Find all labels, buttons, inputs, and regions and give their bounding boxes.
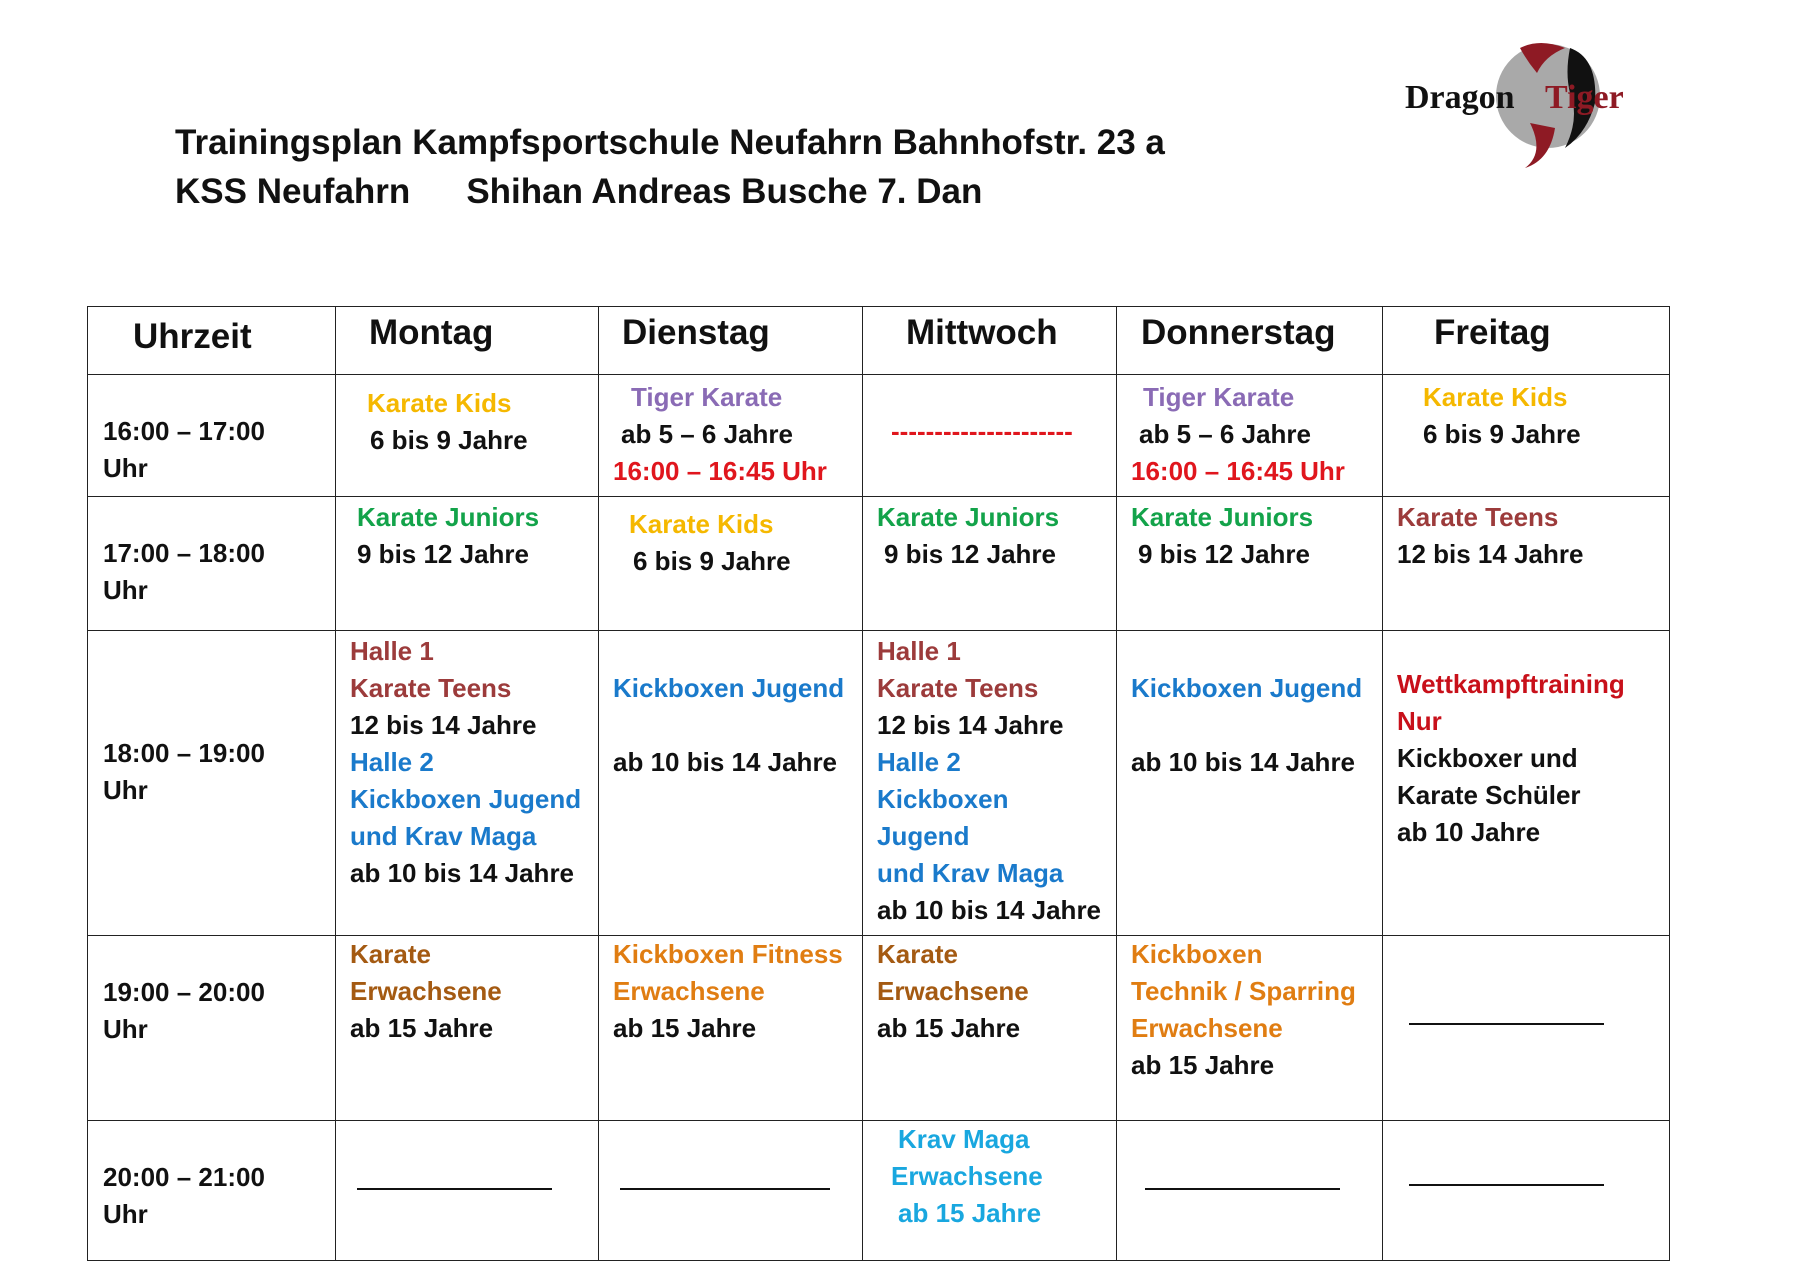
class-cell: Kickboxen Jugend ab 10 bis 14 Jahre xyxy=(1117,631,1383,936)
class-cell: Karate Juniors 9 bis 12 Jahre xyxy=(1117,497,1383,631)
class-cell xyxy=(599,1121,863,1261)
time-cell: 16:00 – 17:00 Uhr xyxy=(88,375,336,497)
table-row xyxy=(88,1121,1670,1261)
school-name: KSS Neufahrn xyxy=(175,172,411,211)
class-cell: Karate Kids 6 bis 9 Jahre xyxy=(599,497,863,631)
time-cell: 20:00 – 21:00 Uhr xyxy=(88,1121,336,1261)
class-cell: Karate Erwachsene ab 15 Jahre xyxy=(336,936,599,1121)
header-tuesday: Dienstag xyxy=(599,307,863,375)
class-cell xyxy=(1117,1121,1383,1261)
empty-slot-line xyxy=(1145,1168,1340,1190)
title-line-1: Trainingsplan Kampfsportschule Neufahrn Bahnhofstr. 23 a xyxy=(175,123,1165,162)
class-cell: --------------------- xyxy=(863,375,1117,497)
class-cell: Halle 1 Karate Teens 12 bis 14 Jahre Halle 2 Kickboxen Jugend und Krav Maga ab 10 bis 14 Jahre xyxy=(863,631,1117,936)
empty-slot-line xyxy=(1409,1164,1604,1186)
class-cell: Karate Teens 12 bis 14 Jahre xyxy=(1383,497,1670,631)
class-cell xyxy=(336,1121,599,1261)
class-cell: Kickboxen Technik / Sparring Erwachsene ab 15 Jahre xyxy=(1117,936,1383,1121)
header-wednesday: Mittwoch xyxy=(863,307,1117,375)
class-cell: Kickboxen Fitness Erwachsene ab 15 Jahre xyxy=(599,936,863,1121)
logo-text-dragon: Dragon xyxy=(1405,79,1515,116)
dragon-tiger-logo xyxy=(1400,28,1660,173)
title-line-2 xyxy=(175,167,1165,216)
class-cell xyxy=(1383,1121,1670,1261)
table-row xyxy=(88,631,1670,936)
header-time: Uhrzeit xyxy=(88,307,336,375)
time-cell: 19:00 – 20:00 Uhr xyxy=(88,936,336,1121)
header-row xyxy=(88,307,1670,375)
header-monday: Montag xyxy=(336,307,599,375)
instructor-name: Shihan Andreas Busche 7. Dan xyxy=(466,172,983,211)
time-cell: 17:00 – 18:00 Uhr xyxy=(88,497,336,631)
class-cell: Wettkampftraining Nur Kickboxer und Karate Schüler ab 10 Jahre xyxy=(1383,631,1670,936)
page-title xyxy=(175,118,1165,216)
header-friday: Freitag xyxy=(1383,307,1670,375)
class-cell: Kickboxen Jugend ab 10 bis 14 Jahre xyxy=(599,631,863,936)
logo-text-tiger: Tiger xyxy=(1545,79,1624,116)
class-cell: Karate Juniors 9 bis 12 Jahre xyxy=(863,497,1117,631)
empty-slot-line xyxy=(357,1168,552,1190)
class-cell: Karate Juniors 9 bis 12 Jahre xyxy=(336,497,599,631)
class-cell: Halle 1 Karate Teens 12 bis 14 Jahre Halle 2 Kickboxen Jugend und Krav Maga ab 10 bis 14 Jahre xyxy=(336,631,599,936)
class-cell: Tiger Karate ab 5 – 6 Jahre 16:00 – 16:45 Uhr xyxy=(1117,375,1383,497)
empty-slot-line xyxy=(620,1168,830,1190)
class-cell: Karate Kids 6 bis 9 Jahre xyxy=(1383,375,1670,497)
class-cell: Karate Kids 6 bis 9 Jahre xyxy=(336,375,599,497)
class-cell: Karate Erwachsene ab 15 Jahre xyxy=(863,936,1117,1121)
table-row xyxy=(88,936,1670,1121)
empty-slot-line xyxy=(1409,1003,1604,1025)
class-cell: Tiger Karate ab 5 – 6 Jahre 16:00 – 16:45 Uhr xyxy=(599,375,863,497)
table-row xyxy=(88,497,1670,631)
schedule-table xyxy=(87,306,1670,1261)
class-cell xyxy=(1383,936,1670,1121)
class-cell: Krav Maga Erwachsene ab 15 Jahre xyxy=(863,1121,1117,1261)
table-row xyxy=(88,375,1670,497)
header-thursday: Donnerstag xyxy=(1117,307,1383,375)
time-cell: 18:00 – 19:00 Uhr xyxy=(88,631,336,936)
